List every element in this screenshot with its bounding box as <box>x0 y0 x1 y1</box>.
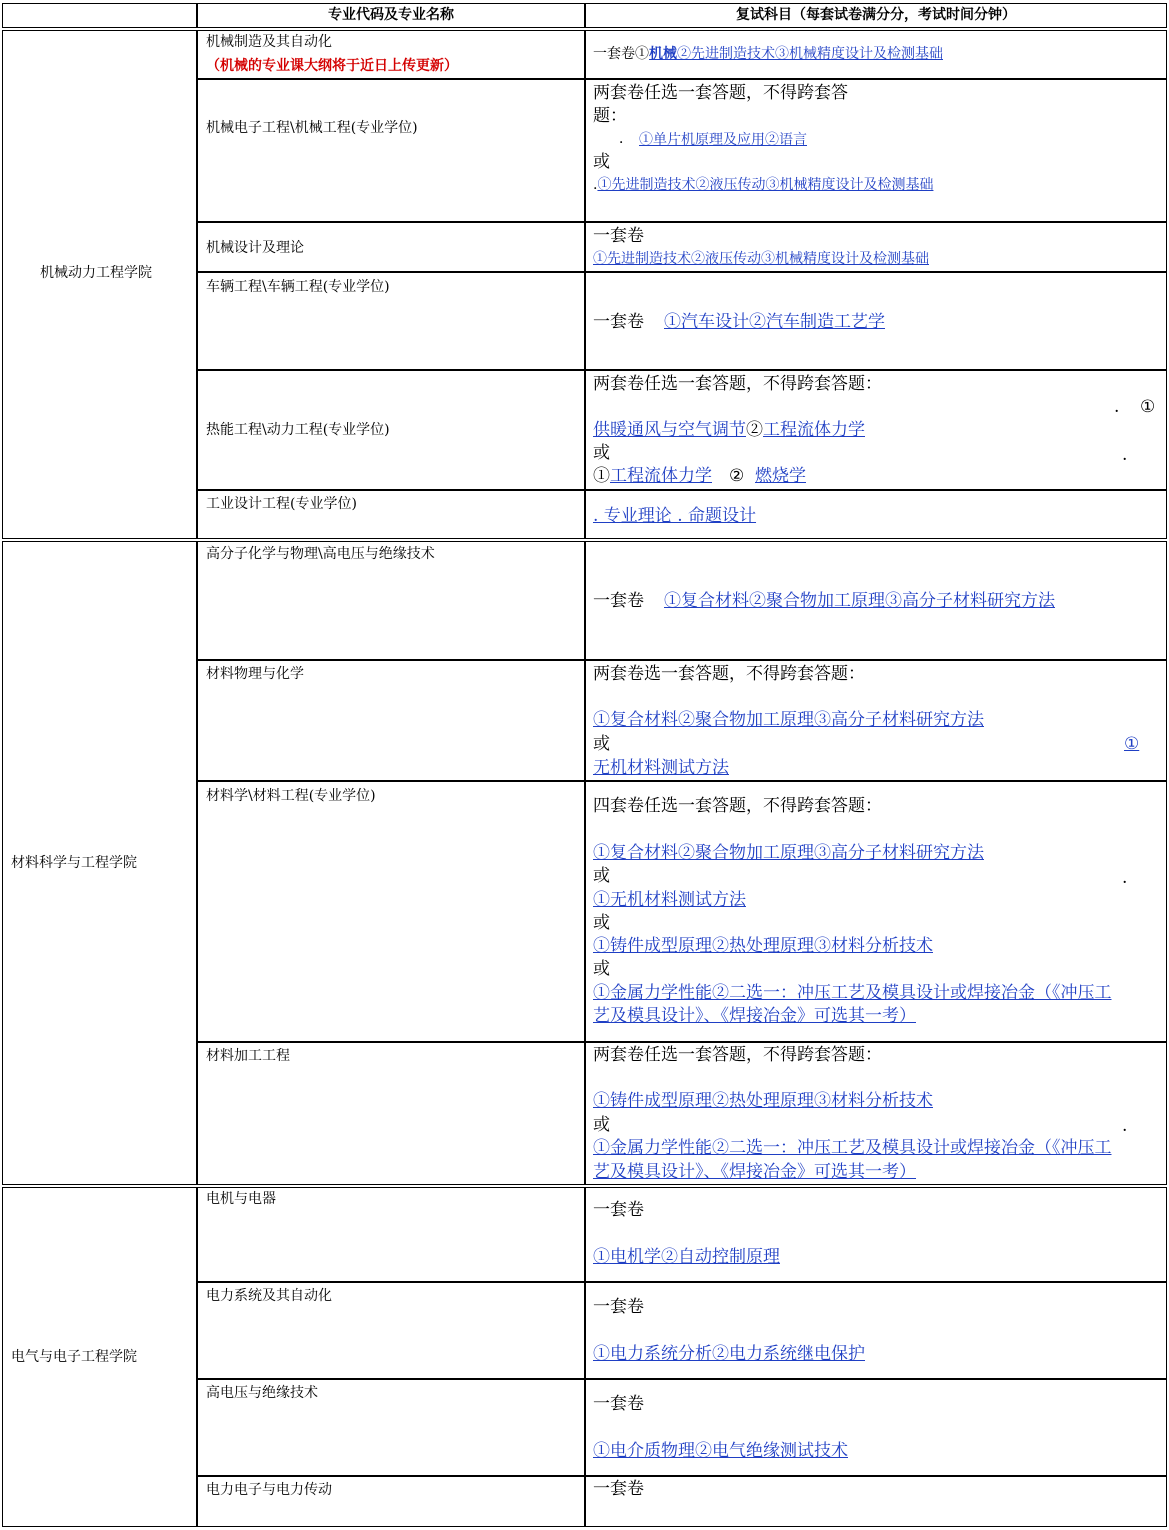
exam-subject-link[interactable]: . 专业理论 . 命题设计 <box>593 506 757 526</box>
exam-intro: 题： <box>593 106 627 126</box>
exam-subject-link[interactable]: ①电力系统分析②电力系统继电保护 <box>593 1344 865 1364</box>
bullet-dot: . <box>1114 397 1120 417</box>
exam-intro: 一套卷 <box>593 1394 644 1414</box>
major-name: 材料学\材料工程(专业学位) <box>206 788 376 804</box>
update-notice: （机械的专业课大纲将于近日上传更新） <box>206 58 458 74</box>
or-label: 或 <box>593 443 610 463</box>
exam-intro: 一套卷 <box>593 1297 644 1317</box>
or-label: 或 <box>593 734 610 754</box>
exam-intro: 四套卷任选一套答题，不得跨套答题： <box>593 796 882 816</box>
or-label: 或 <box>593 1115 610 1135</box>
major-name: 电机与电器 <box>206 1191 276 1207</box>
major-name: 机械设计及理论 <box>206 240 304 256</box>
exam-subject-link[interactable]: 燃烧学 <box>755 466 806 486</box>
exam-subject-link[interactable]: 供暖通风与空气调节 <box>593 420 746 440</box>
exam-subject-link[interactable]: ①单片机原理及应用②语言 <box>639 132 807 148</box>
header-subjects-label: 复试科目（每套试卷满分分，考试时间分钟） <box>736 7 1016 23</box>
exam-subject-link[interactable]: ① <box>1124 734 1140 754</box>
exam-subject-link[interactable]: ①铸件成型原理②热处理原理③材料分析技术 <box>593 1091 933 1111</box>
exam-subject-link[interactable]: ①复合材料②聚合物加工原理③高分子材料研究方法 <box>664 591 1055 611</box>
subjects-line <box>593 47 943 61</box>
subjects-line <box>593 422 865 439</box>
college-name-mech: 机械动力工程学院 <box>40 265 152 281</box>
major-name: 电力电子与电力传动 <box>206 1482 332 1498</box>
major-cell <box>197 781 585 1042</box>
exam-subject-link[interactable]: ①铸件成型原理②热处理原理③材料分析技术 <box>593 936 933 956</box>
major-name: 机械电子工程\机械工程(专业学位) <box>206 120 418 136</box>
exam-subject-link[interactable]: 机械 <box>649 46 677 62</box>
major-cell <box>197 79 585 222</box>
bullet-dot: ． <box>619 131 633 147</box>
exam-intro: 两套卷任选一套答题，不得跨套答 <box>593 83 848 103</box>
exam-subject-link[interactable]: ①金属力学性能②二选一：冲压工艺及模具设计或焊接冶金（《冲压工 <box>593 1138 1112 1158</box>
exam-subject-link[interactable]: 无机材料测试方法 <box>593 758 729 778</box>
subjects-cell <box>585 1187 1167 1282</box>
subjects-line <box>729 468 744 485</box>
college-name-mat: 材料科学与工程学院 <box>11 855 137 871</box>
or-label: 或 <box>593 959 610 979</box>
subjects-cell <box>585 1282 1167 1379</box>
exam-intro: 一套卷 <box>593 591 644 611</box>
exam-intro: 两套卷选一套答题，不得跨套答题： <box>593 664 865 684</box>
exam-intro: 一套卷 <box>593 226 644 246</box>
exam-subject-link[interactable]: ①无机材料测试方法 <box>593 890 746 910</box>
or-label: 或 <box>593 913 610 933</box>
major-name: 车辆工程\车辆工程(专业学位) <box>206 279 390 295</box>
major-name: 高电压与绝缘技术 <box>206 1385 318 1401</box>
college-name-elec: 电气与电子工程学院 <box>11 1349 137 1365</box>
exam-subject-link[interactable]: ②先进制造技术③机械精度设计及检测基础 <box>677 46 943 62</box>
exam-subject-link[interactable]: 艺及模具设计》、《焊接冶金》可选其一考） <box>593 1162 916 1182</box>
exam-intro: 一套卷 <box>593 1200 644 1220</box>
exam-subject-link[interactable]: ①复合材料②聚合物加工原理③高分子材料研究方法 <box>593 710 984 730</box>
exam-prefix: 一套卷① <box>593 46 649 62</box>
exam-subject-link[interactable]: ①电机学②自动控制原理 <box>593 1247 780 1267</box>
circle-marker: ② <box>746 420 763 440</box>
exam-subject-link[interactable]: ①电介质物理②电气绝缘测试技术 <box>593 1441 848 1461</box>
exam-subject-link[interactable]: 工程流体力学 <box>763 420 865 440</box>
or-label: 或 <box>593 152 610 172</box>
college-cell-mech <box>2 30 197 539</box>
circle-marker: ① <box>593 466 610 486</box>
subjects-cell <box>585 1476 1167 1527</box>
exam-subject-link[interactable]: ①先进制造技术②液压传动③机械精度设计及检测基础 <box>593 251 929 267</box>
exam-subject-link[interactable]: ①先进制造技术②液压传动③机械精度设计及检测基础 <box>597 177 934 193</box>
bullet-dot: . <box>1122 445 1128 465</box>
bullet-dot: . <box>1122 868 1128 888</box>
subjects-line <box>593 468 712 485</box>
header-cell-blank <box>2 3 197 28</box>
major-name: 材料物理与化学 <box>206 666 304 682</box>
exam-subject-link[interactable]: ①复合材料②聚合物加工原理③高分子材料研究方法 <box>593 843 984 863</box>
exam-intro: 一套卷 <box>593 312 644 332</box>
subjects-line <box>593 178 933 192</box>
circle-marker: ② <box>729 466 745 486</box>
exam-intro: 一套卷 <box>593 1479 644 1499</box>
exam-subject-link[interactable]: ①金属力学性能②二选一：冲压工艺及模具设计或焊接冶金（《冲压工 <box>593 983 1112 1003</box>
bullet-dot: . <box>1122 1116 1128 1136</box>
major-name: 材料加工工程 <box>206 1048 290 1064</box>
major-name: 机械制造及其自动化 <box>206 34 332 50</box>
exam-intro: 两套卷任选一套答题，不得跨套答题： <box>593 374 882 394</box>
or-label: 或 <box>593 866 610 886</box>
major-name: 高分子化学与物理\高电压与绝缘技术 <box>206 546 435 562</box>
exam-subject-link[interactable]: 艺及模具设计》、《焊接冶金》可选其一考） <box>593 1006 916 1026</box>
exam-intro: 两套卷任选一套答题，不得跨套答题： <box>593 1045 882 1065</box>
major-name: 工业设计工程(专业学位) <box>206 496 357 512</box>
major-name: 电力系统及其自动化 <box>206 1288 332 1304</box>
bullet-dot: . <box>593 177 598 193</box>
major-name: 热能工程\动力工程(专业学位) <box>206 422 390 438</box>
exam-subject-link[interactable]: 工程流体力学 <box>610 466 712 486</box>
exam-subject-link[interactable]: ①汽车设计②汽车制造工艺学 <box>664 312 885 332</box>
header-major-label: 专业代码及专业名称 <box>328 7 454 23</box>
circle-marker: ① <box>1140 397 1156 417</box>
subjects-cell <box>585 1379 1167 1476</box>
